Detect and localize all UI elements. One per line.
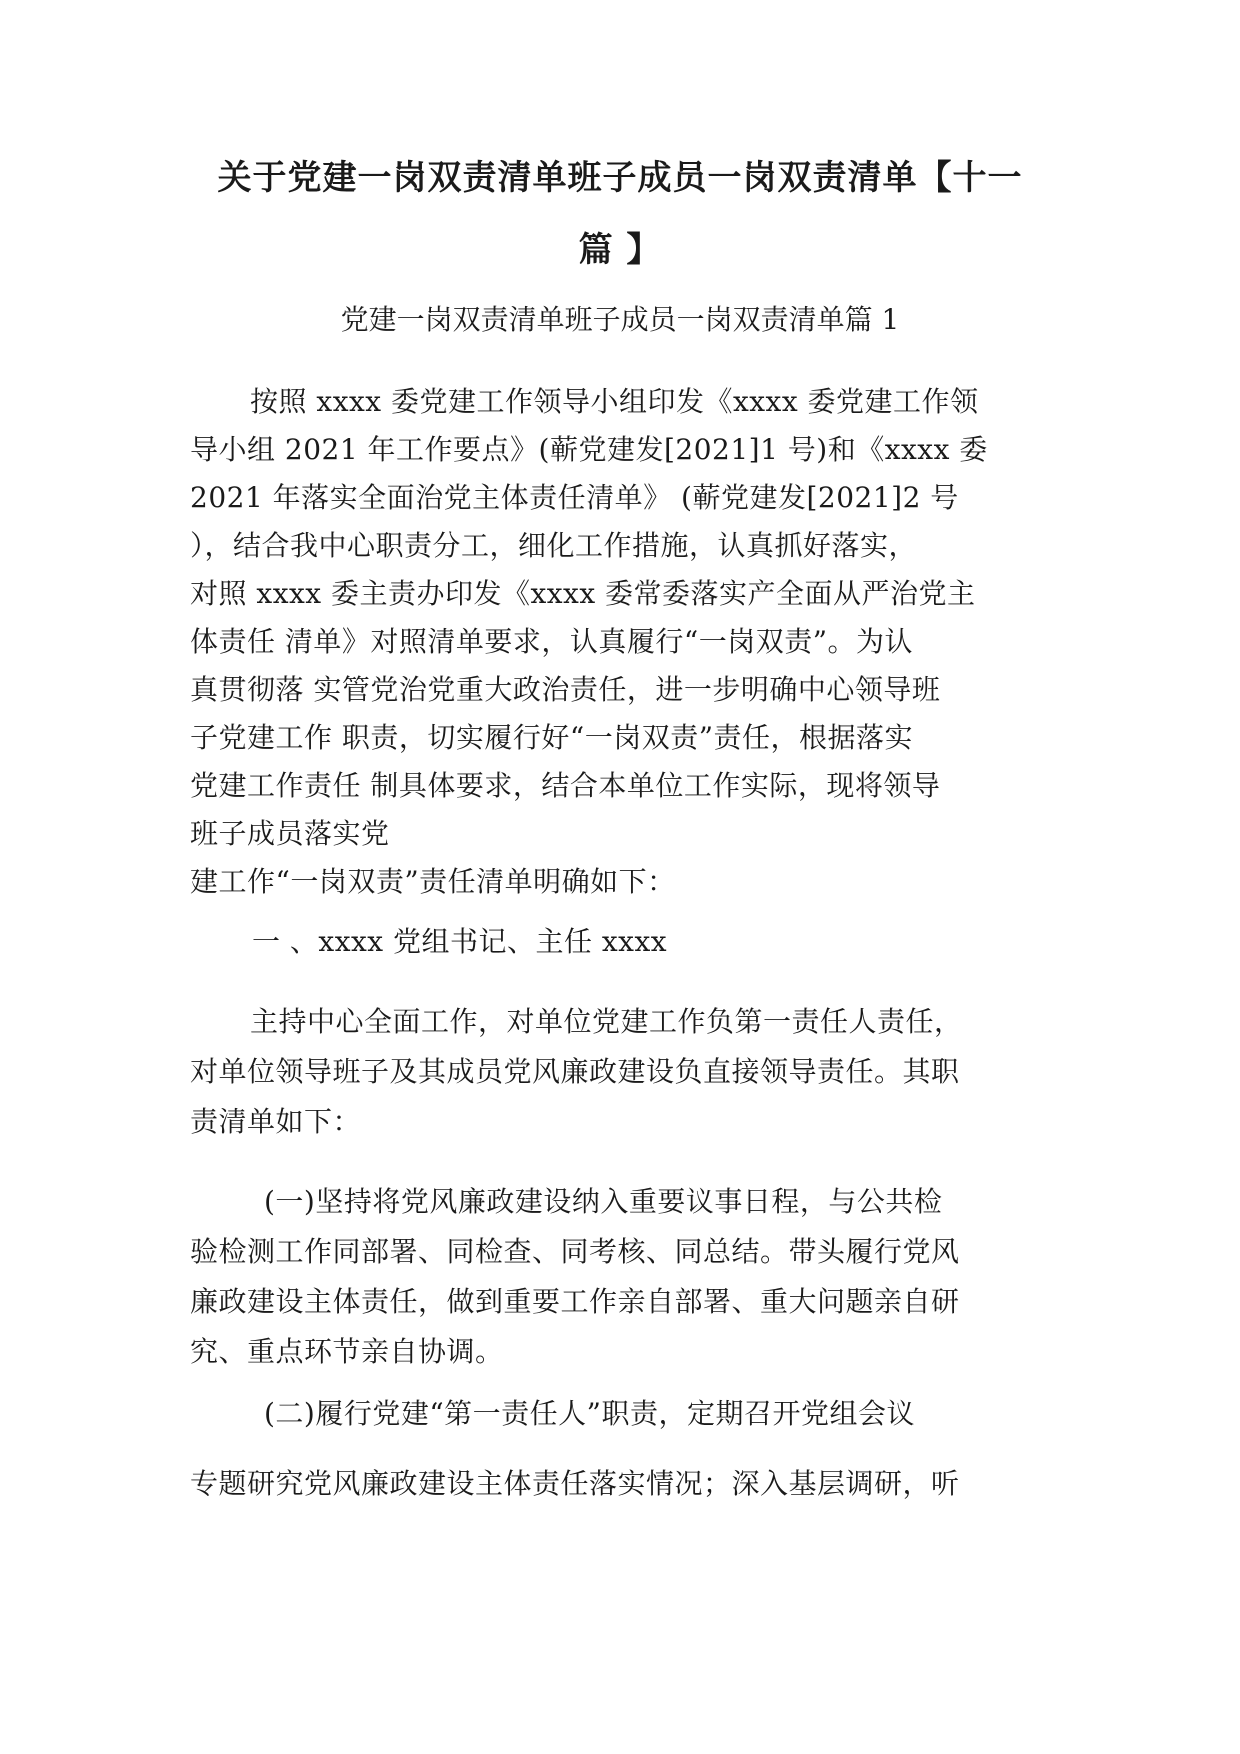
body-line: 按照 xxxx 委党建工作领导小组印发《xxxx 委党建工作领: [250, 385, 979, 418]
body-line: 导小组 2021 年工作要点》(蕲党建发[2021]1 号)和《xxxx 委: [190, 433, 988, 466]
body-line: 党建工作责任 制具体要求，结合本单位工作实际，现将领导: [190, 769, 941, 802]
body-line: ），结合我中心职责分工，细化工作措施，认真抓好落实，: [190, 529, 918, 562]
body-line: 真贯彻落 实管党治党重大政治责任，进一步明确中心领导班: [190, 673, 941, 706]
section-heading: 一 、xxxx 党组书记、主任 xxxx: [252, 925, 668, 958]
body-line: 建工作“一岗双责”责任清单明确如下：: [190, 865, 676, 898]
body-line: 廉政建设主体责任，做到重要工作亲自部署、重大问题亲自研: [190, 1285, 960, 1318]
body-line: 对照 xxxx 委主责办印发《xxxx 委常委落实产全面从严治党主: [190, 577, 976, 610]
body-line: 责清单如下：: [190, 1105, 362, 1138]
body-line: 专题研究党风廉政建设主体责任落实情况；深入基层调研，听: [190, 1467, 960, 1500]
body-line: 验检测工作同部署、同检查、同考核、同总结。带头履行党风: [190, 1235, 960, 1268]
body-line: 体责任 清单》对照清单要求，认真履行“一岗双责”。为认: [190, 625, 914, 658]
body-line: 2021 年落实全面治党主体责任清单》 (蕲党建发[2021]2 号: [190, 481, 959, 514]
body-line: 究、重点环节亲自协调。: [190, 1335, 504, 1368]
document-title-line-1: 关于党建一岗双责清单班子成员一岗双责清单【十一: [217, 158, 1023, 198]
body-line: 主持中心全面工作，对单位党建工作负第一责任人责任，: [250, 1005, 963, 1038]
document-title-line-2: 篇 】: [578, 230, 662, 270]
body-line: 对单位领导班子及其成员党风廉政建设负直接领导责任。其职: [190, 1055, 960, 1088]
body-line: 子党建工作 职责，切实履行好“一岗双责”责任，根据落实: [190, 721, 914, 754]
body-line: (一)坚持将党风廉政建设纳入重要议事日程，与公共检: [264, 1185, 943, 1218]
body-line: 班子成员落实党: [190, 817, 390, 850]
document-subtitle: 党建一岗双责清单班子成员一岗双责清单篇 1: [340, 303, 900, 336]
body-line: (二)履行党建“第一责任人”职责，定期召开党组会议: [264, 1397, 915, 1430]
